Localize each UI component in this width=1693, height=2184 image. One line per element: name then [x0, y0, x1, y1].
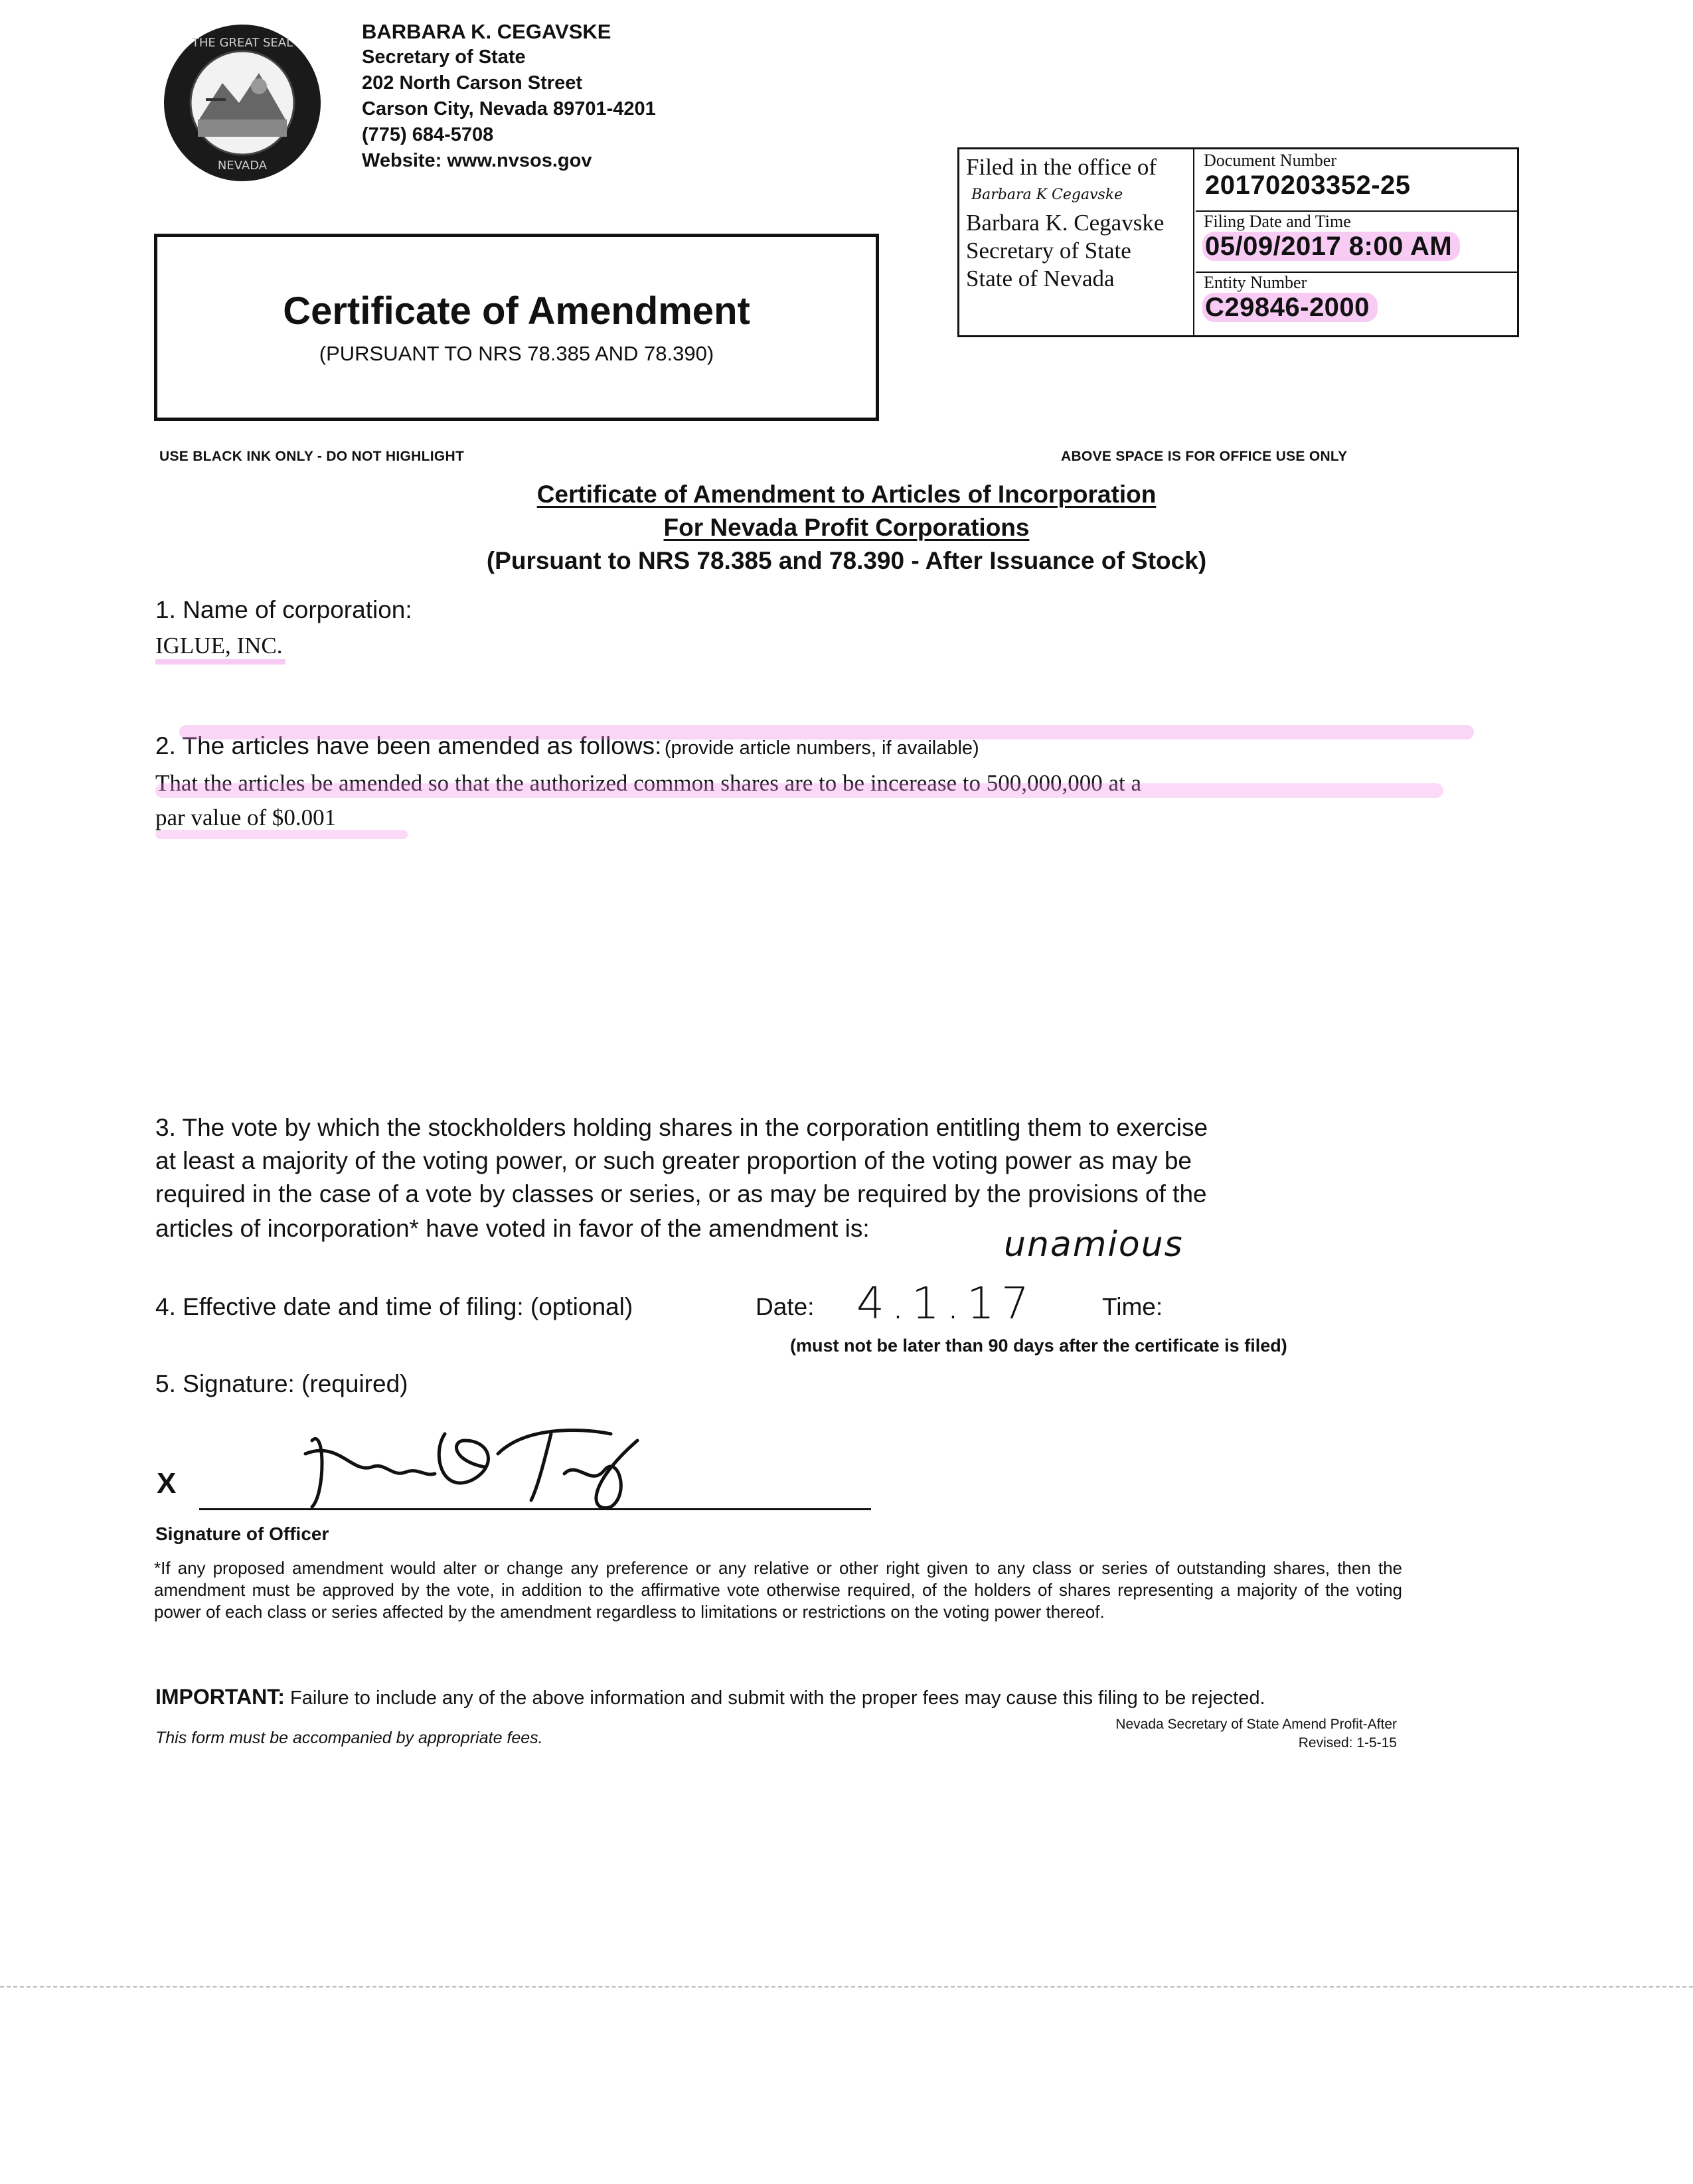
item-3-line-1: 3. The vote by which the stockholders holding shares in the corporation entitling them to exercise	[155, 1114, 1208, 1141]
important-text: Failure to include any of the above information and submit with the proper fees may cause this filing to be rejected.	[290, 1687, 1265, 1709]
heading-line-2	[0, 514, 1693, 542]
highlight-mark	[155, 830, 408, 839]
time-label: Time:	[1102, 1293, 1163, 1320]
filing-fields	[1196, 149, 1517, 335]
heading-line-2-text: For Nevada Profit Corporations	[663, 514, 1030, 541]
signature-caption: Signature of Officer	[155, 1523, 329, 1544]
filing-office-block	[966, 153, 1192, 293]
footer-fees-note: This form must be accompanied by appropriate fees.	[155, 1729, 543, 1747]
vote-result-handwritten: unamious	[1004, 1225, 1184, 1265]
scan-edge	[0, 1986, 1693, 1988]
item-4-label: 4. Effective date and time of filing: (optional)	[155, 1293, 633, 1320]
secretary-title: Secretary of State	[362, 46, 526, 68]
date-label: Date:	[756, 1293, 815, 1320]
form-subtitle: (PURSUANT TO NRS 78.385 AND 78.390)	[319, 342, 714, 365]
phone-number: (775) 684-5708	[362, 124, 494, 145]
filing-divider	[1193, 149, 1194, 335]
filing-date-cell	[1196, 212, 1517, 262]
filing-state: State of Nevada	[966, 266, 1115, 291]
fine-print: *If any proposed amendment would alter or change any preference or any relative or other right given to any class or series of outstanding shares, then the amendment must be approved by the vote, in addition to the affirmative vote otherwise required, of the holders of shares representing a majority of the voting power of each class or series affected by the amendment regardless to limitations or restrictions on the voting power thereof.	[154, 1558, 1402, 1622]
nevada-state-seal	[159, 20, 325, 186]
document-number-label: Document Number	[1204, 151, 1337, 170]
entity-number: C29846-2000	[1202, 293, 1378, 322]
officer-signature	[299, 1414, 644, 1514]
svg-text:NEVADA: NEVADA	[217, 159, 268, 173]
filing-stamp-box	[957, 147, 1519, 337]
signature-x: X	[157, 1467, 177, 1500]
heading-line-3: (Pursuant to NRS 78.385 and 78.390 - After Issuance of Stock)	[486, 547, 1207, 574]
svg-text:THE GREAT SEAL: THE GREAT SEAL	[191, 36, 293, 50]
item-3-line-4: articles of incorporation* have voted in favor of the amendment is:	[155, 1215, 870, 1242]
filing-secretary-title: Secretary of State	[966, 238, 1131, 264]
city-address: Carson City, Nevada 89701-4201	[362, 98, 656, 119]
secretary-name: BARBARA K. CEGAVSKE	[362, 20, 611, 43]
document-number: 20170203352-25	[1205, 171, 1411, 200]
item-5-label: 5. Signature: (required)	[155, 1370, 408, 1397]
important-notice	[155, 1685, 1265, 1709]
form-id: Nevada Secretary of State Amend Profit-After	[1115, 1717, 1397, 1732]
form-revision: Revised: 1-5-15	[1298, 1735, 1397, 1751]
website: Website: www.nvsos.gov	[362, 150, 592, 171]
filing-date-label: Filing Date and Time	[1204, 212, 1351, 231]
entity-number-label: Entity Number	[1204, 273, 1307, 292]
filing-secretary-name: Barbara K. Cegavske	[966, 210, 1165, 236]
heading-line-1-text: Certificate of Amendment to Articles of Incorporation	[536, 481, 1157, 508]
ink-instruction: USE BLACK INK ONLY - DO NOT HIGHLIGHT	[159, 449, 465, 464]
heading-line-1	[0, 481, 1693, 508]
document-number-cell	[1196, 151, 1517, 200]
item-1-label: 1. Name of corporation:	[155, 596, 412, 623]
secretary-address-block	[362, 19, 656, 174]
corporation-name: IGLUE, INC.	[155, 633, 285, 664]
highlight-mark	[155, 783, 1443, 798]
title-box	[154, 234, 879, 421]
entity-number-cell	[1196, 273, 1517, 323]
footer-form-id	[996, 1715, 1397, 1753]
item-2-label: 2. The articles have been amended as follows:	[155, 732, 662, 759]
street-address: 202 North Carson Street	[362, 72, 582, 94]
highlight-mark	[179, 725, 1474, 740]
item-3-line-2: at least a majority of the voting power, or such greater proportion of the voting power as may be	[155, 1147, 1192, 1174]
secretary-signature: Barbara K Cegavske	[971, 187, 1123, 203]
filing-date-time: 05/09/2017 8:00 AM	[1202, 232, 1460, 261]
date-limit-note: (must not be later than 90 days after the certificate is filed)	[790, 1336, 1287, 1356]
form-title: Certificate of Amendment	[283, 289, 750, 333]
amendment-text-line-1: That the articles be amended so that the authorized common shares are to be incerease to 500,000,000 at a	[155, 770, 1142, 796]
item-2-hint: (provide article numbers, if available)	[664, 738, 979, 759]
office-use-note: ABOVE SPACE IS FOR OFFICE USE ONLY	[1061, 449, 1348, 464]
important-label: IMPORTANT:	[155, 1685, 285, 1709]
amendment-text-line-2: par value of $0.001	[155, 805, 337, 830]
effective-date-handwritten: 4.1.17	[856, 1278, 1036, 1329]
filed-in-label: Filed in the office of	[966, 154, 1157, 180]
item-3-line-3: required in the case of a vote by classes or series, or as may be required by the provisions of the	[155, 1180, 1207, 1208]
